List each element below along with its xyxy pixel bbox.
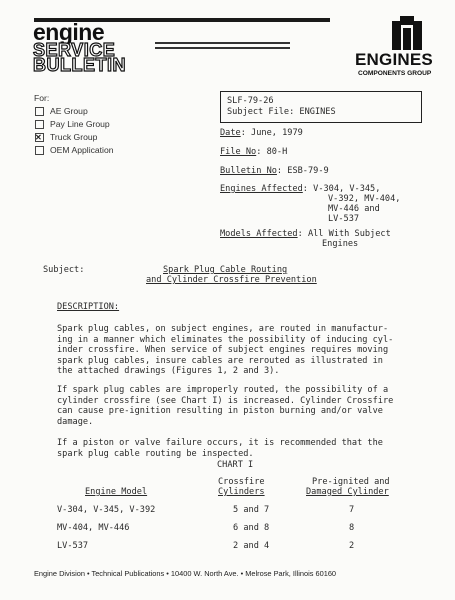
models-affected-label: Models Affected	[220, 229, 298, 239]
brand-subtitle: COMPONENTS GROUP	[358, 70, 432, 77]
footer-address: Engine Division • Technical Publications • 10400 W. North Ave. • Melrose Park, Illinois 60160	[34, 569, 337, 578]
chart-row-2-damaged: 8	[349, 523, 355, 533]
paragraph-line: ing in a manner which eliminates the possibility of inducing cyl-	[57, 334, 394, 345]
bulletin-no-field	[220, 166, 329, 177]
header-rule-upper	[155, 42, 290, 44]
chart-row-3-model: LV-537	[57, 541, 89, 551]
logo-service-word: SERVICE	[33, 40, 116, 60]
bulletin-id-box	[220, 91, 422, 123]
models-affected-value: : All With Subject	[297, 229, 391, 239]
for-item-payline	[34, 118, 114, 131]
models-affected-line2: Engines	[322, 239, 359, 249]
file-no-label: File No	[220, 147, 257, 157]
for-item-label: Truck Group	[50, 132, 98, 142]
paragraph-line: If spark plug cables are improperly routed, the possibility of a	[57, 385, 389, 395]
ih-logo-icon	[388, 16, 426, 50]
chart-row-3-damaged: 2	[349, 541, 355, 551]
subject-label: Subject:	[43, 265, 85, 275]
subject-file: Subject File: ENGINES	[227, 106, 336, 117]
chart-row-1-model: V-304, V-345, V-392	[57, 505, 156, 515]
bulletin-id: SLF-79-26	[227, 96, 274, 106]
description-heading: DESCRIPTION:	[57, 302, 120, 312]
engines-affected-label: Engines Affected	[220, 184, 303, 194]
date-field	[220, 128, 303, 139]
logo-bulletin-word: BULLETIN	[33, 55, 126, 75]
chart-row-1-crossfire: 5 and 7	[233, 505, 270, 515]
subject-line2: and Cylinder Crossfire Prevention	[146, 275, 317, 285]
description-paragraph-1	[57, 324, 393, 377]
checkbox-truck-group	[35, 133, 44, 142]
header-rule-lower	[155, 47, 290, 49]
paragraph-line: If a piston or valve failure occurs, it is recommended that the	[57, 438, 383, 448]
engines-affected-line2: V-392, MV-404,	[328, 194, 401, 204]
paragraph-line: spark plug cables, insure cables are rerouted as illustrated in	[57, 355, 383, 366]
chart-row-3-crossfire: 2 and 4	[233, 541, 270, 551]
description-paragraph-3	[57, 438, 383, 459]
chart-col2-header-line1: Crossfire	[218, 477, 265, 487]
paragraph-line: inder crossfire. When service of subject engines requires moving	[57, 345, 389, 356]
paragraph-line: damage.	[57, 416, 94, 427]
chart-row-2-model: MV-404, MV-446	[57, 523, 130, 533]
checkbox-pay-line-group	[35, 120, 44, 129]
subject-line1: Spark Plug Cable Routing	[163, 265, 288, 275]
for-item-label: AE Group	[50, 106, 88, 116]
bulletin-no-label: Bulletin No	[220, 166, 277, 176]
chart-col1-header: Engine Model	[85, 487, 148, 497]
chart-col3-header-line1: Pre-ignited and	[312, 477, 390, 487]
chart-row-2-crossfire: 6 and 8	[233, 523, 270, 533]
chart-title: CHART I	[217, 460, 254, 470]
engines-affected-line4: LV-537	[328, 214, 360, 224]
checkbox-ae-group	[35, 107, 44, 116]
date-label: Date	[220, 128, 241, 138]
for-item-truck	[34, 131, 114, 144]
chart-row-1-damaged: 7	[349, 505, 355, 515]
brand-name: ENGINES	[355, 50, 433, 69]
for-item-ae	[34, 105, 114, 118]
engines-affected-value: : V-304, V-345,	[302, 184, 381, 194]
paragraph-line: Spark plug cables, on subject engines, are routed in manufactur-	[57, 324, 389, 334]
file-no-field	[220, 147, 287, 158]
paragraph-line: the attached drawings (Figures 1, 2 and 3).	[57, 366, 280, 377]
for-item-oem	[34, 144, 114, 157]
for-item-label: OEM Application	[50, 145, 114, 155]
chart-col2-header-line2: Cylinders	[218, 487, 265, 497]
chart-col3-header-line2: Damaged Cylinder	[306, 487, 389, 497]
for-item-label: Pay Line Group	[50, 119, 110, 129]
description-paragraph-2	[57, 385, 393, 427]
models-affected-field	[220, 229, 391, 240]
engines-affected-line3: MV-446 and	[328, 204, 380, 214]
paragraph-line: can cause pre-ignition resulting in piston burning and/or valve	[57, 406, 383, 417]
paragraph-line: cylinder crossfire (see Chart I) is increased. Cylinder Crossfire	[57, 395, 394, 406]
paragraph-line: spark plug cable routing be inspected.	[57, 448, 254, 459]
date-value: : June, 1979	[240, 128, 303, 138]
engines-affected-field	[220, 184, 380, 195]
file-no-value: : 80-H	[256, 147, 288, 157]
for-section	[34, 92, 114, 157]
checkbox-oem-application	[35, 146, 44, 155]
for-label: For:	[34, 93, 50, 103]
logo-engine-word: engine	[33, 19, 105, 45]
bulletin-no-value: : ESB-79-9	[276, 166, 329, 176]
